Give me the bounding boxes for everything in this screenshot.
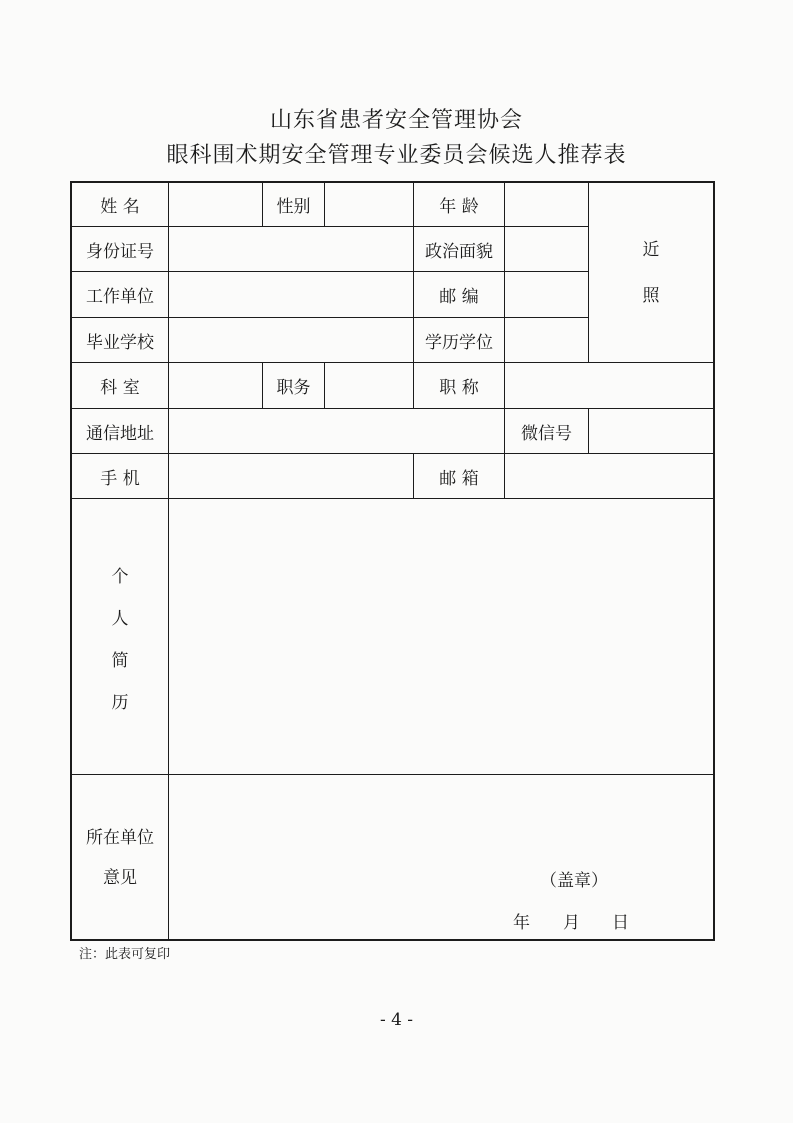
resume-label-char: 历 bbox=[111, 693, 129, 713]
unit-opinion-label-line1: 所在单位 bbox=[86, 828, 154, 848]
workplace-label: 工作单位 bbox=[86, 287, 154, 307]
seal-note: （盖章） bbox=[540, 871, 608, 891]
date-year-label: 年 bbox=[513, 913, 530, 933]
page-number: - 4 - bbox=[379, 1010, 414, 1030]
position-label: 职务 bbox=[276, 378, 311, 398]
department-label: 科 室 bbox=[100, 378, 140, 398]
email-field[interactable] bbox=[505, 454, 713, 498]
resume-label-char: 人 bbox=[111, 609, 129, 629]
workplace-field[interactable] bbox=[169, 272, 413, 317]
wechat-field[interactable] bbox=[589, 409, 713, 453]
photo-box[interactable] bbox=[589, 183, 713, 362]
photo-label-char-1: 近 bbox=[642, 239, 660, 260]
id-number-field[interactable] bbox=[169, 227, 413, 271]
department-field[interactable] bbox=[169, 363, 262, 408]
school-label: 毕业学校 bbox=[86, 332, 154, 353]
mobile-label: 手 机 bbox=[100, 468, 140, 489]
professional-title-field[interactable] bbox=[505, 363, 713, 408]
document-title-line1: 山东省患者安全管理协会 bbox=[269, 108, 523, 133]
degree-field[interactable] bbox=[505, 318, 588, 362]
id-number-label: 身份证号 bbox=[86, 241, 154, 262]
photo-label-char-2: 照 bbox=[642, 285, 660, 306]
professional-title-label: 职 称 bbox=[439, 378, 479, 398]
degree-label: 学历学位 bbox=[425, 332, 493, 353]
name-field[interactable] bbox=[169, 183, 262, 226]
unit-opinion-label bbox=[72, 818, 168, 898]
gender-label: 性别 bbox=[276, 197, 311, 217]
political-status-field[interactable] bbox=[505, 227, 588, 271]
footnote: 注：此表可复印 bbox=[79, 947, 171, 962]
name-label: 姓 名 bbox=[100, 197, 140, 217]
date-month-label: 月 bbox=[563, 913, 580, 933]
address-label: 通信地址 bbox=[86, 423, 154, 444]
mobile-field[interactable] bbox=[169, 454, 413, 498]
age-field[interactable] bbox=[505, 183, 588, 226]
resume-label-char: 简 bbox=[111, 651, 129, 671]
document-title-line2: 眼科围术期安全管理专业委员会候选人推荐表 bbox=[166, 143, 627, 168]
postcode-field[interactable] bbox=[505, 272, 588, 317]
unit-opinion-field[interactable] bbox=[169, 775, 713, 939]
address-field[interactable] bbox=[169, 409, 504, 453]
resume-label-char: 个 bbox=[111, 567, 129, 587]
email-label: 邮 箱 bbox=[439, 468, 479, 489]
gender-field[interactable] bbox=[325, 183, 413, 226]
postcode-label: 邮 编 bbox=[439, 287, 479, 307]
school-field[interactable] bbox=[169, 318, 413, 362]
resume-field[interactable] bbox=[169, 499, 713, 774]
position-field[interactable] bbox=[325, 363, 413, 408]
unit-opinion-label-line2: 意见 bbox=[103, 868, 137, 888]
political-status-label: 政治面貌 bbox=[425, 241, 493, 262]
date-day-label: 日 bbox=[612, 913, 629, 933]
wechat-label: 微信号 bbox=[521, 423, 572, 444]
age-label: 年 龄 bbox=[439, 197, 479, 217]
